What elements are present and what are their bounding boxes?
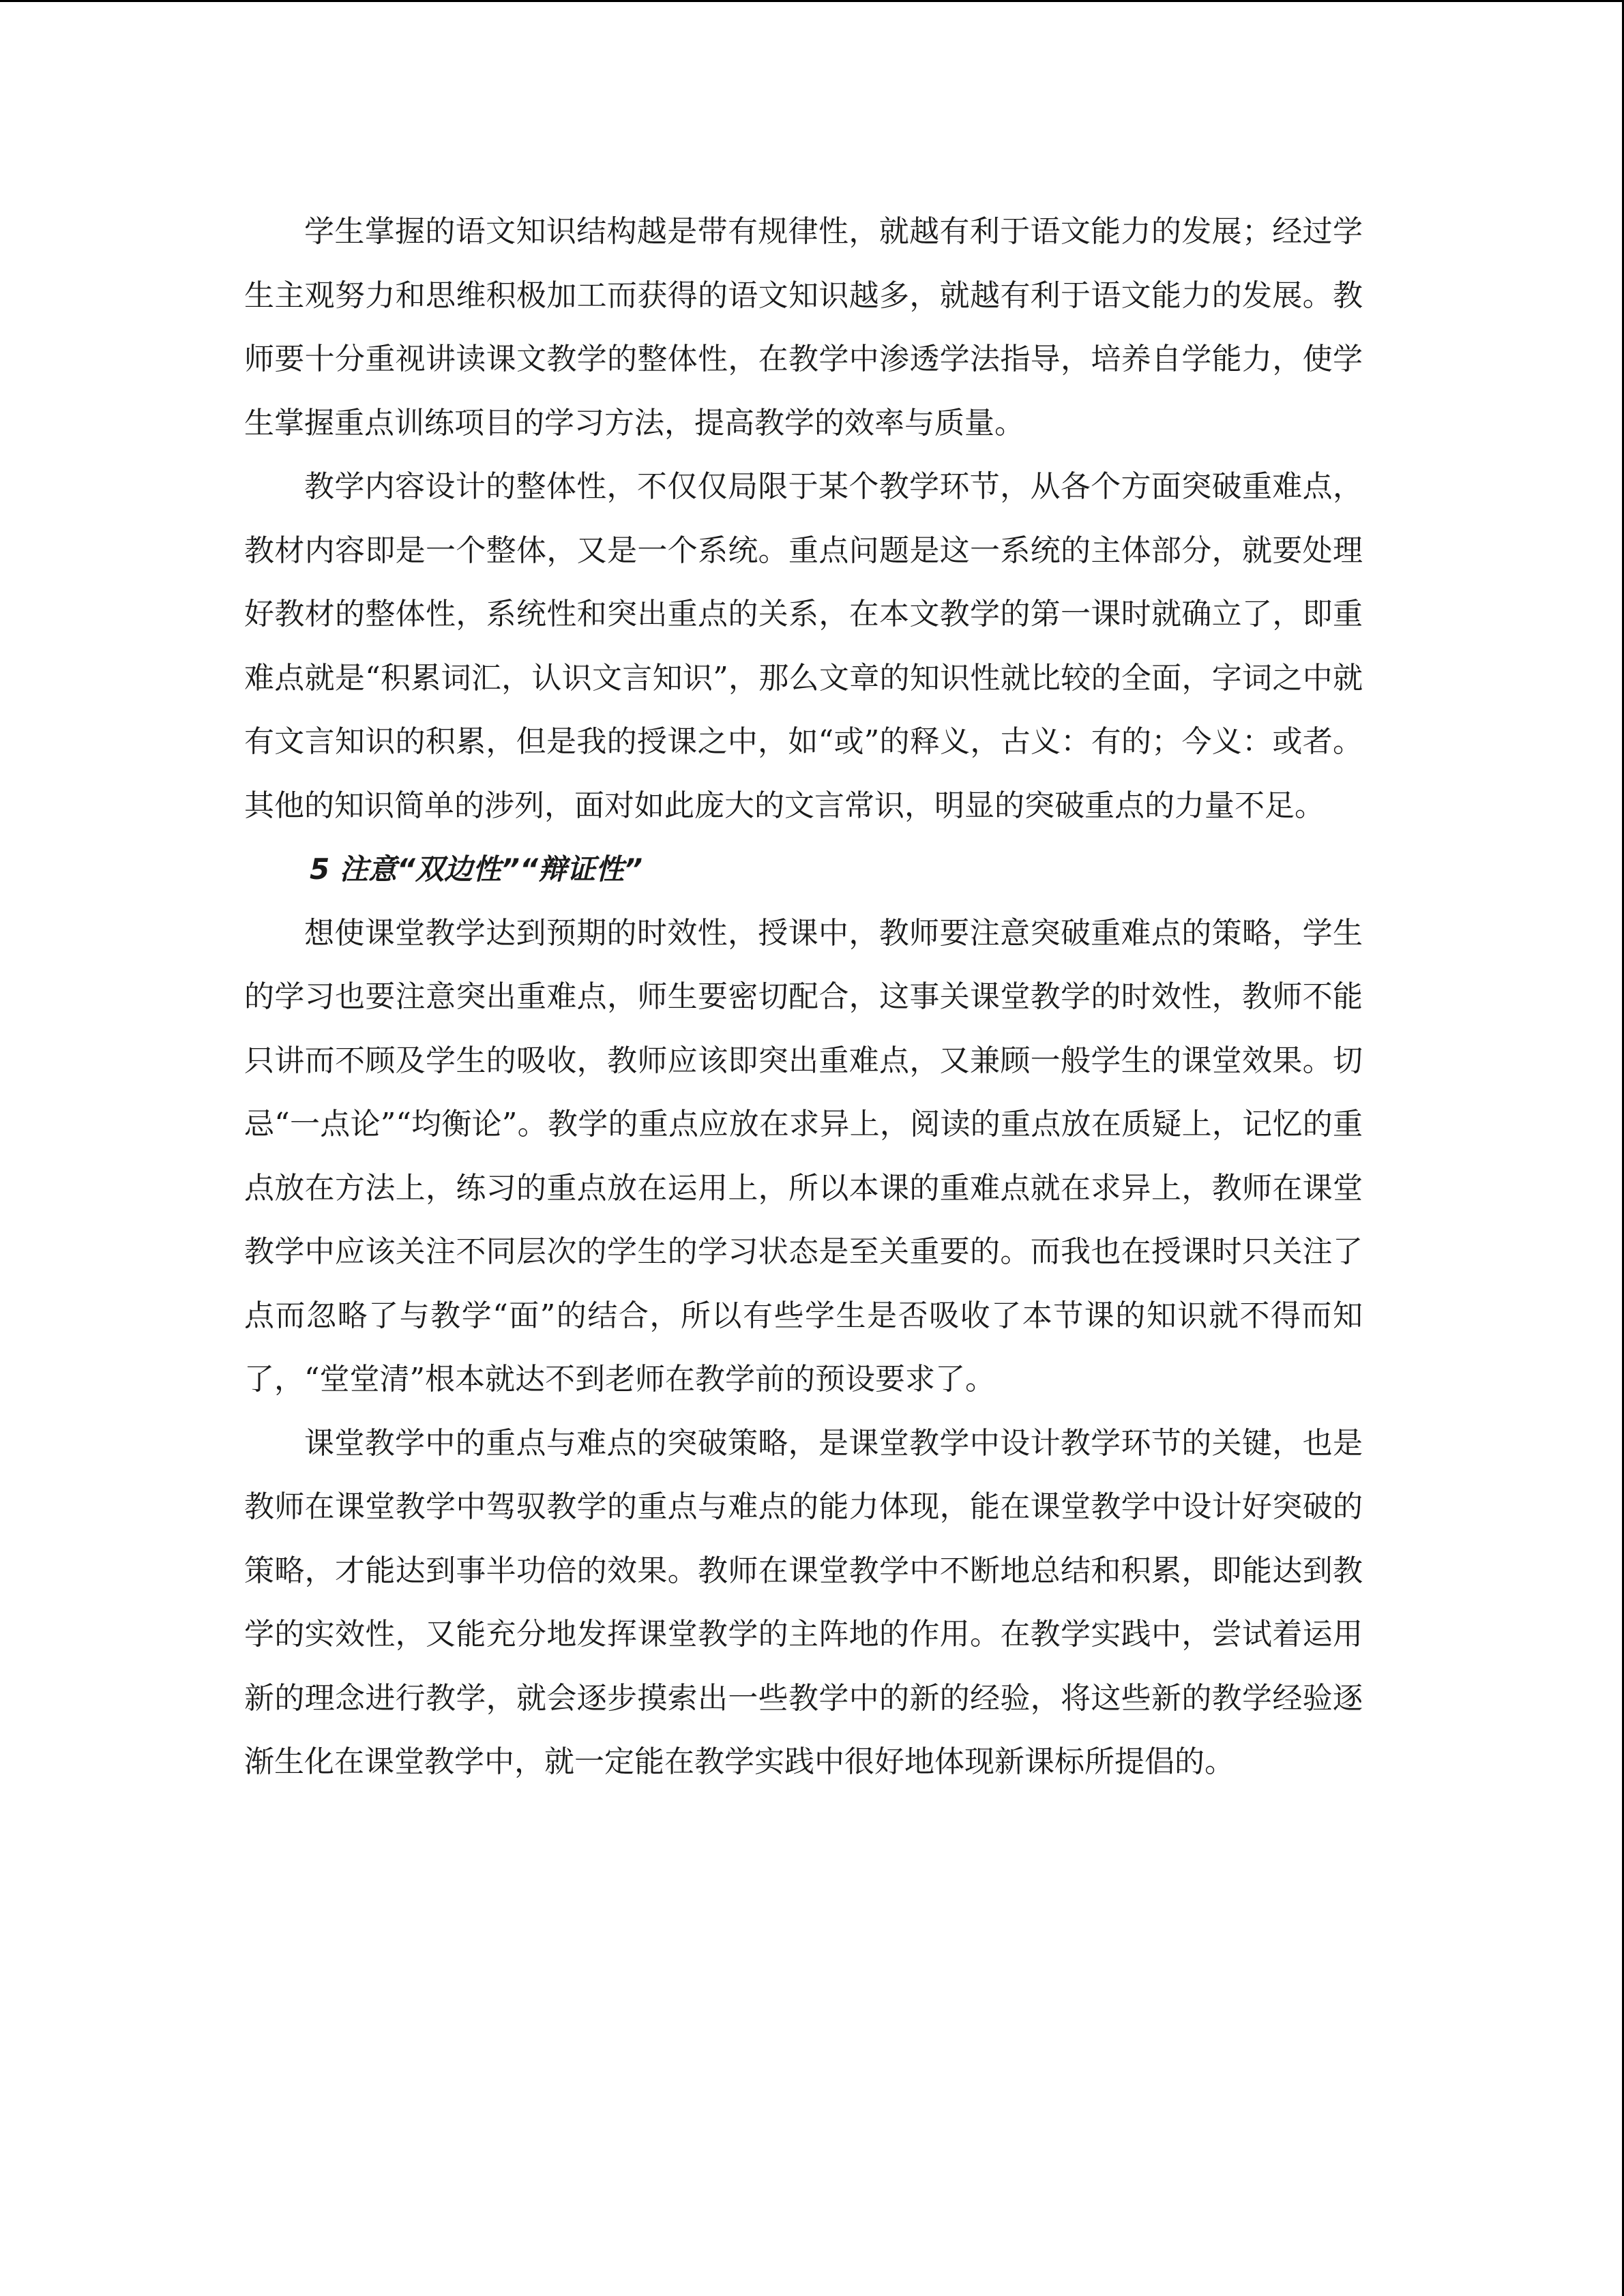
body-paragraph: 课堂教学中的重点与难点的突破策略，是课堂教学中设计教学环节的关键，也是教师在课堂教学中驾驭教学的重点与难点的能力体现，能在课堂教学中设计好突破的策略，才能达到事半功倍的效果。教师在课堂教学中不断地总结和积累，即能达到教学的实效性，又能充分地发挥课堂教学的主阵地的作用。在教学实践中，尝试着运用新的理念进行教学，就会逐步摸索出一些教学中的新的经验，将这些新的教学经验逐渐生化在课堂教学中，就一定能在教学实践中很好地体现新课标所提倡的。	[244, 1425, 1363, 1779]
body-paragraph: 教学内容设计的整体性，不仅仅局限于某个教学环节，从各个方面突破重难点，教材内容即是一个整体，又是一个系统。重点问题是这一系统的主体部分，就要处理好教材的整体性，系统性和突出重点的关系，在本文教学的第一课时就确立了，即重难点就是“积累词汇，认识文言知识”，那么文章的知识性就比较的全面，字词之中就有文言知识的积累，但是我的授课之中，如“或”的释义，古义：有的；今义：或者。其他的知识简单的涉列，面对如此庞大的文言常识，明显的突破重点的力量不足。	[244, 469, 1363, 823]
body-paragraph: 学生掌握的语文知识结构越是带有规律性，就越有利于语文能力的发展；经过学生主观努力和思维积极加工而获得的语文知识越多，就越有利于语文能力的发展。教师要十分重视讲读课文教学的整体性，在教学中渗透学法指导，培养自学能力，使学生掌握重点训练项目的学习方法，提高教学的效率与质量。	[244, 214, 1363, 441]
document-body	[244, 200, 1363, 1794]
section-heading: 5 注意“双边性”“辩证性”	[310, 852, 643, 886]
body-paragraph: 想使课堂教学达到预期的时效性，授课中，教师要注意突破重难点的策略，学生的学习也要注意突出重难点，师生要密切配合，这事关课堂教学的时效性，教师不能只讲而不顾及学生的吸收，教师应该即突出重难点，又兼顾一般学生的课堂效果。切忌“一点论”“均衡论”。教学的重点应放在求异上，阅读的重点放在质疑上，记忆的重点放在方法上，练习的重点放在运用上，所以本课的重难点就在求异上，教师在课堂教学中应该关注不同层次的学生的学习状态是至关重要的。而我也在授课时只关注了点而忽略了与教学“面”的结合，所以有些学生是否吸收了本节课的知识就不得而知了，“堂堂清”根本就达不到老师在教学前的预设要求了。	[244, 915, 1363, 1397]
